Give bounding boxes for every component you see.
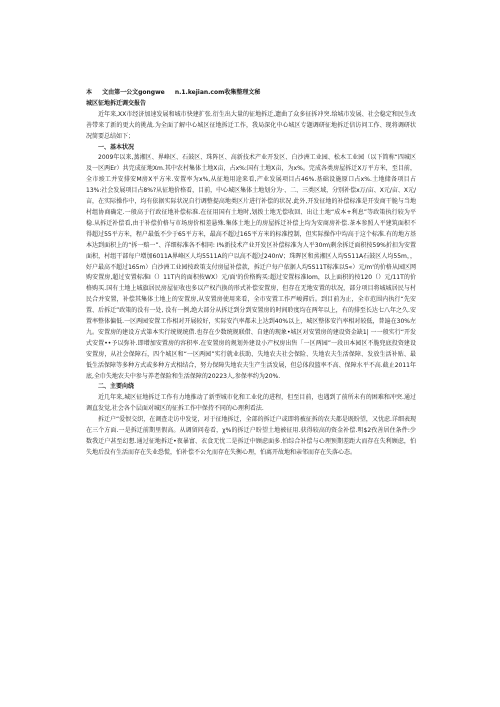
paragraph-main-1: 近几年来,城区征地拆迁工作有力地推动了新型城市化和工业化的进程，但至目前，也遇到了前所未有的困难和冲突.通过调直发觉,社会各个层面对城区的征拆工作中保持不同的心理利看法. xyxy=(86,394,416,413)
paragraph-basic-status: 2009年以来,蒸湘区、界峰区、石鼓区、珠阵区、高新技术产业开发区、白沙洲工业园、松木工业园（以下简称“四城区及一区两Er）共完成征地Xm.其中农村集体土地X亩，占x%:国有土地X亩，为x%。完成各类房屋拆迁X万平方米，至目前，全市竣工并安排安M房X平方米.安置率为x%,从征地用途来看,产业发展项目占46%.基础设施原口占x%.土地储备项目占13%:社会发展项目占8%?从征地价格看，目前，中心城区集体土地划分为·、二、三类区域，分别补偿x万/亩、X元/亩、X元/亩，在实际操作中，均有依据实际状况自行调整提高地类区片进行补偿的状况.此外,开发征地的补偿标准是开发商干脆与当地村组协商确定.一般高于行政征地补偿标准.在征用国有土地时,划拨土地无偿收回、出让土地“成本+利息”等政策执行较为平稳.从拆迁补偿看,由于补偿价格与市场房价相差悬殊.集体土地上的房屋拆迁补偿上均为安商房补偿.茶本参照人平建筑面积不得超过55平方米，程户最低不少于65平方米，最高不超过165平方米的标准控制，但实际操作中均高于这个标准.有的地方基本达到面积上的“拆一赔一”、洋细标准各不相同: I%新技术产业开发区补偿标准为人平30m\剩余拆迁面积按59%折扣为安置面积，村组干部每户增加6011A界峰区人均5511A的户以高不超过240nV；珠晖区和烝湘区人均5511A石鼓区人均55m，，好户最高不超过165m）白沙洲工业园按政策支付房屋补偿款，拆迁户每户依据人均5S11T标准以5«）元/m'的价格从园区网购安置房,超过安置标准I（）11T内的面积按WX）元/面'的价格购买:超过安置标准lom，以上面积的按120（）元/11T的价格购买.国有土地上城旗居民房屋征收也多以产权汽换的形式补偿安置房，但存在无地安置的状况，部分项目将城城居民与村民合并安置，补偿其集体土地上的安置房,从安置房使用来看，全市安置工作严峻滞后。到目前为止，全市范围内执行“先安置、后拆迁”政策的没有一处, 没有一例,绝大部分从拆迁到分到安置房的时间聆度均在两年以上，有的排至长达七八年之久.安置率整体偏低.一区两园安置工作相对开展较好，实际安汽率都未上达到40%以上，城区整体安汽率相对较低，普遍在30%左九。安置房的建设方式第本实行统规统借.也存在少数统规联借、自建的现象•城区对安置房的建设资金缺1| 一一般实行“开发式安置••予以弥补.即增加安置房的容积率.在安置房的规划外建设小产权房出售「一区两园”一段田本园区不脆兜底投资建设安置房，从社会保障石，四个城区和“一区两园”实行就业扶助、失地农夫社会保险、失地农夫生活保障、发放生活补贴、最低生活保障等多种方式或多种方式相结合，努力保障失地农夫生产生活发展，但总体段篮率不高、保障水平不高.截止2011年底,全巾失地农夫中参与养老保险和生活保障的20223人,参保率约为20%. xyxy=(86,154,416,380)
header-mid: 文由第一公文gongwe xyxy=(102,89,165,96)
document-body xyxy=(86,88,416,459)
header-prefix: 本 xyxy=(86,89,93,96)
section-heading-basic: 一、基本状况 xyxy=(98,143,135,151)
paragraph-intro: 近年来,XX市经济加速发展和城市快建扩张.衍生出大量的征地拆迁,遗曲了众多征拆冲突.给城市发展、社会稳定和民生改善带来了新的更大的挑战.为全面了解中心城区征地拆迁工作，我局深化中心城区专题调研征地拆迁信访问工作、现将调研状况简要总结如下； xyxy=(86,110,416,140)
document-title: 城区征地拆迁调交报告 xyxy=(86,99,147,107)
document-header xyxy=(86,88,416,99)
paragraph-main-2: 拆迁户“爱恨交织，在调查走访中发觉，对于征地拆迁，全部的拆迁户或即将被征拆的农夫都是既盼望，又忧虑.详细表现在三个方面.一是拆迁前期里假高。从调留问卷看，χ%的拆迁户盼望土地被征用.获得较高的资金补偿.明$2孜善居住条件:少数我迁户甚至幻想.通过征地拆迁•夜暴富、衣食无忧二是拆迁中顾虑面多.怕综合补偿与心理预期差距大而存在失利顾虑，怕失地后没有生活而存在失业恐慌，怕补偿不公允而存在失衡心理，怕离开故地和亲邻而存在失落心态。 xyxy=(86,416,416,456)
section-heading-main: 二、主要向绕 xyxy=(98,383,135,391)
header-site: n.1.kejian.com收集整理文秘 xyxy=(174,89,261,96)
